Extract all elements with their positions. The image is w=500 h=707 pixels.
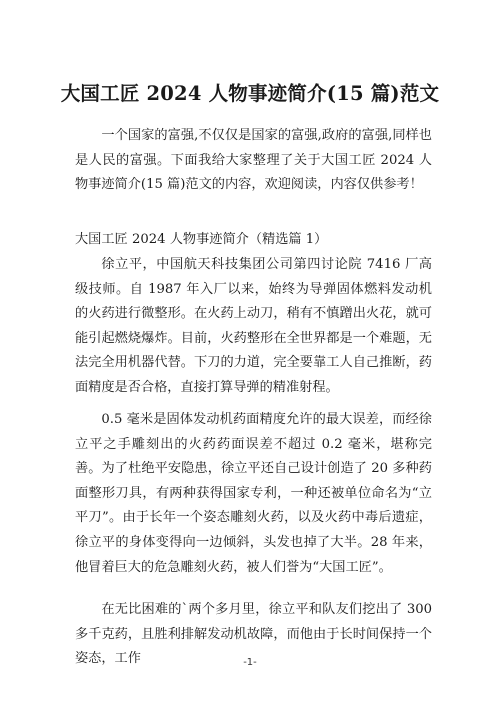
intro-paragraph: 一个国家的富强,不仅仅是国家的富强,政府的富强,同样也是人民的富强。下面我给大家整理了关于大国工匠 2024 人物事迹简介(15 篇)范文的内容，欢迎阅读，内容仅供参考！: [75, 128, 432, 193]
section-heading: 大国工匠 2024 人物事迹简介（精选篇 1）: [75, 232, 328, 247]
body-paragraph-1: 徐立平，中国航天科技集团公司第四讨论院 7416 厂高级技师。自 1987 年入厂以来，始终为导弹固体燃料发动机的火药进行微整形。在火药上动刀，稍有不慎蹭出火花，就可能引起燃烧爆炸。目前，火药整形在全世界都是一个难题，无法完全用机器代替。下刀的力道，完全要靠工人自己推断，药面精度是否合格，直接打算导弹的精准射程。: [75, 257, 432, 395]
body-paragraph-2: 0.5 毫米是固体发动机药面精度允许的最大误差，而经徐立平之手雕刻出的火药药面误差不超过 0.2 毫米，堪称完善。为了杜绝平安隐患，徐立平还自己设计创造了 20 多种药面整形刀具，有两种获得国家专利，一种还被单位命名为“立平刀”。由于长年一个姿态雕刻火药，以及火药中毒后遗症，徐立平的身体变得向一边倾斜，头发也掉了大半。28 年来，他冒着巨大的危急雕刻火药，被人们誉为“大国工匠”。: [75, 412, 432, 575]
body-paragraph-3: 在无比困难的`两个多月里，徐立平和队友们挖出了 300 多千克药，且胜利排解发动机故障，而他由于长时间保持一个姿态，工作: [75, 602, 432, 667]
page-number: -1-: [243, 657, 257, 668]
document-title: 大国工匠 2024 人物事迹简介(15 篇)范文: [60, 82, 440, 105]
